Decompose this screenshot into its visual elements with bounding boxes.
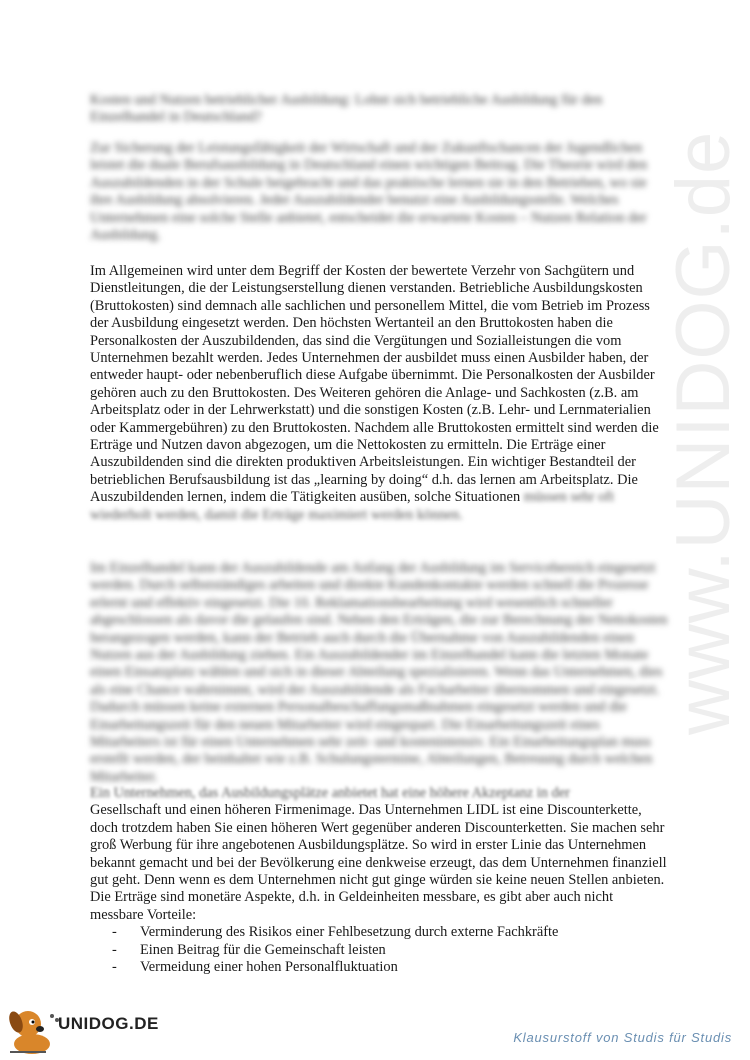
footer-tagline: Klausurstoff von Studis für Studis <box>513 1030 732 1045</box>
paragraph-2-text: Gesellschaft und einen höheren Firmenimage. Das Unternehmen LIDL ist eine Discounterkette, doch trotzdem haben Sie einen höheren Wert gegenüber anderen Discounterketten. Sie machen sehr groß Werbung für ihre angebotenen Ausbildungsplätze. So wird in erster Linie das Unternehmen bekannt gemacht und bei der Bevölkerung eine denkweise erzeugt, das dem Unternehmen finanziell gut geht. Denn wenn es dem Unternehmen nicht gut ginge würden sie keine neuen Stellen anbieten. Die Erträge sind monetäre Aspekte, d.h. in Geldeinheiten messbare, es gibt aber auch nicht messbare Vorteile: <box>90 802 667 923</box>
list-item: - Einen Beitrag für die Gemeinschaft leisten <box>112 942 670 959</box>
body-paragraph-2 <box>90 785 670 976</box>
dog-mascot-icon <box>2 1002 64 1058</box>
unidog-logo <box>0 1000 160 1060</box>
paragraph-2-cut-text: Ein Unternehmen, das Ausbildungsplätze anbietet hat eine höhere Akzeptanz in der <box>90 785 570 801</box>
paragraph-1-cut-text: müssen sehr oft wiederholt werden, damit die Erträge maximiert werden können. <box>90 489 615 523</box>
document-heading: Kosten und Nutzen betrieblicher Ausbildung: Lohnt sich betriebliche Ausbildung für den Einzelhandel in Deutschland? <box>90 92 603 126</box>
body-paragraph-1 <box>90 263 670 524</box>
blurred-paragraph-2: Im Einzelhandel kann der Auszubildende am Anfang der Ausbildung im Servicebereich eingesetzt werden. Durch selbstständiges arbeiten und direkte Kundenkontakte werden schnell die Prozesse erlernt und effektiv eingesetzt. Die 10. Reklamationsbearbeitung wird wesentlich schneller abgeschlossen als davor die gelaufen sind. Neben den Erträgen, die zur Berechnung der Nettokosten herangezogen werden, kann der Betrieb auch durch die Übernahme von Auszubildenden einen Nutzen aus der Ausbildung ziehen. Ein Auszubildender im Einzelhandel kann die letzten Monate einen Einsatzplatz wählen und sich in dieser Abteilung spezialisieren. Wenn das Unternehmen, dies als eine Chance wahrnimmt, wird der Auszubildende als Facharbeiter übernommen und eingesetzt. Dadurch müssen keine externen Personalbeschaffungsmaßnahmen eingesetzt werden und die Einarbeitungszeit für den neuen Mitarbeiter wird eingespart. Die Einarbeitungszeit eines Mitarbeiters ist für einen Unternehmen sehr zeit- und kostenintensiv. Ein Einarbeitungsplan muss erstellt werden, der beinhaltet wie z.B. Schulungstermine, Abteilungen, Betreuung durch welchen Mitarbeiter. <box>90 560 668 785</box>
intro-paragraph: Zur Sicherung der Leistungsfähigkeit der Wirtschaft und der Zukunftschancen der Jugendlichen leistet die duale Berufsausbildung in Deutschland einen wichtigen Beitrag. Die Theorie wird den Auszubildenden in der Schule beigebracht und das praktische lernen sie in den Betrieben, wo sie ihre Ausbildung absolvieren. Jeder Auszubildender benutzt eine Ausbildungsstelle. Welches Unternehmen eine solche Stelle anbietet, entscheidet die erwartete Kosten – Nutzen Relation der Ausbildung. <box>90 140 648 244</box>
watermark: www.UNIDOG.de <box>661 130 746 735</box>
list-item: - Verminderung des Risikos einer Fehlbesetzung durch externe Fachkräfte <box>112 924 670 941</box>
list-item: - Vermeidung einer hohen Personalfluktuation <box>112 959 670 976</box>
paragraph-1-text: Im Allgemeinen wird unter dem Begriff der Kosten der bewertete Verzehr von Sachgütern und Dienstleitungen, die der Leistungserstellung dienen verstanden. Betriebliche Ausbildungskosten (Bruttokosten) sind demnach alle sachlichen und personellem Mittel, die vom Betrieb im Prozess der Ausbildung eingesetzt werden. Den höchsten Wertanteil an den Bruttokosten haben die Personalkosten der Auszubildenden, das sind die Vergütungen und Sozialleistungen die vom Unternehmen bezahlt werden. Jedes Unternehmen der ausbildet muss einen Ausbilder haben, der entweder haupt- oder nebenberuflich diese Aufgabe übernimmt. Die Personalkosten der Ausbilder gehören auch zu den Bruttokosten. Des Weiteren gehören die Anlage- und Sachkosten (z.B. am Arbeitsplatz oder in der Lehrwerkstatt) und die sonstigen Kosten (z.B. Lehr- und Lernmaterialien oder Kammergebühren) zu den Bruttokosten. Nachdem alle Bruttokosten ermittelt sind werden die Erträge und Nutzen davon abgezogen, um die Nettokosten zu ermitteln. Die Erträge einer Auszubildenden sind die direkten produktiven Arbeitsleistungen. Ein wichtiger Bestandteil der betrieblichen Berufsausbildung ist das „learning by doing“ d.h. das lernen am Arbeitsplatz. Die Auszubildenden lernen, indem die Tätigkeiten ausüben, solche Situationen <box>90 263 659 506</box>
benefits-list <box>90 924 670 976</box>
logo-text: UNIDOG.DE <box>58 1014 159 1033</box>
